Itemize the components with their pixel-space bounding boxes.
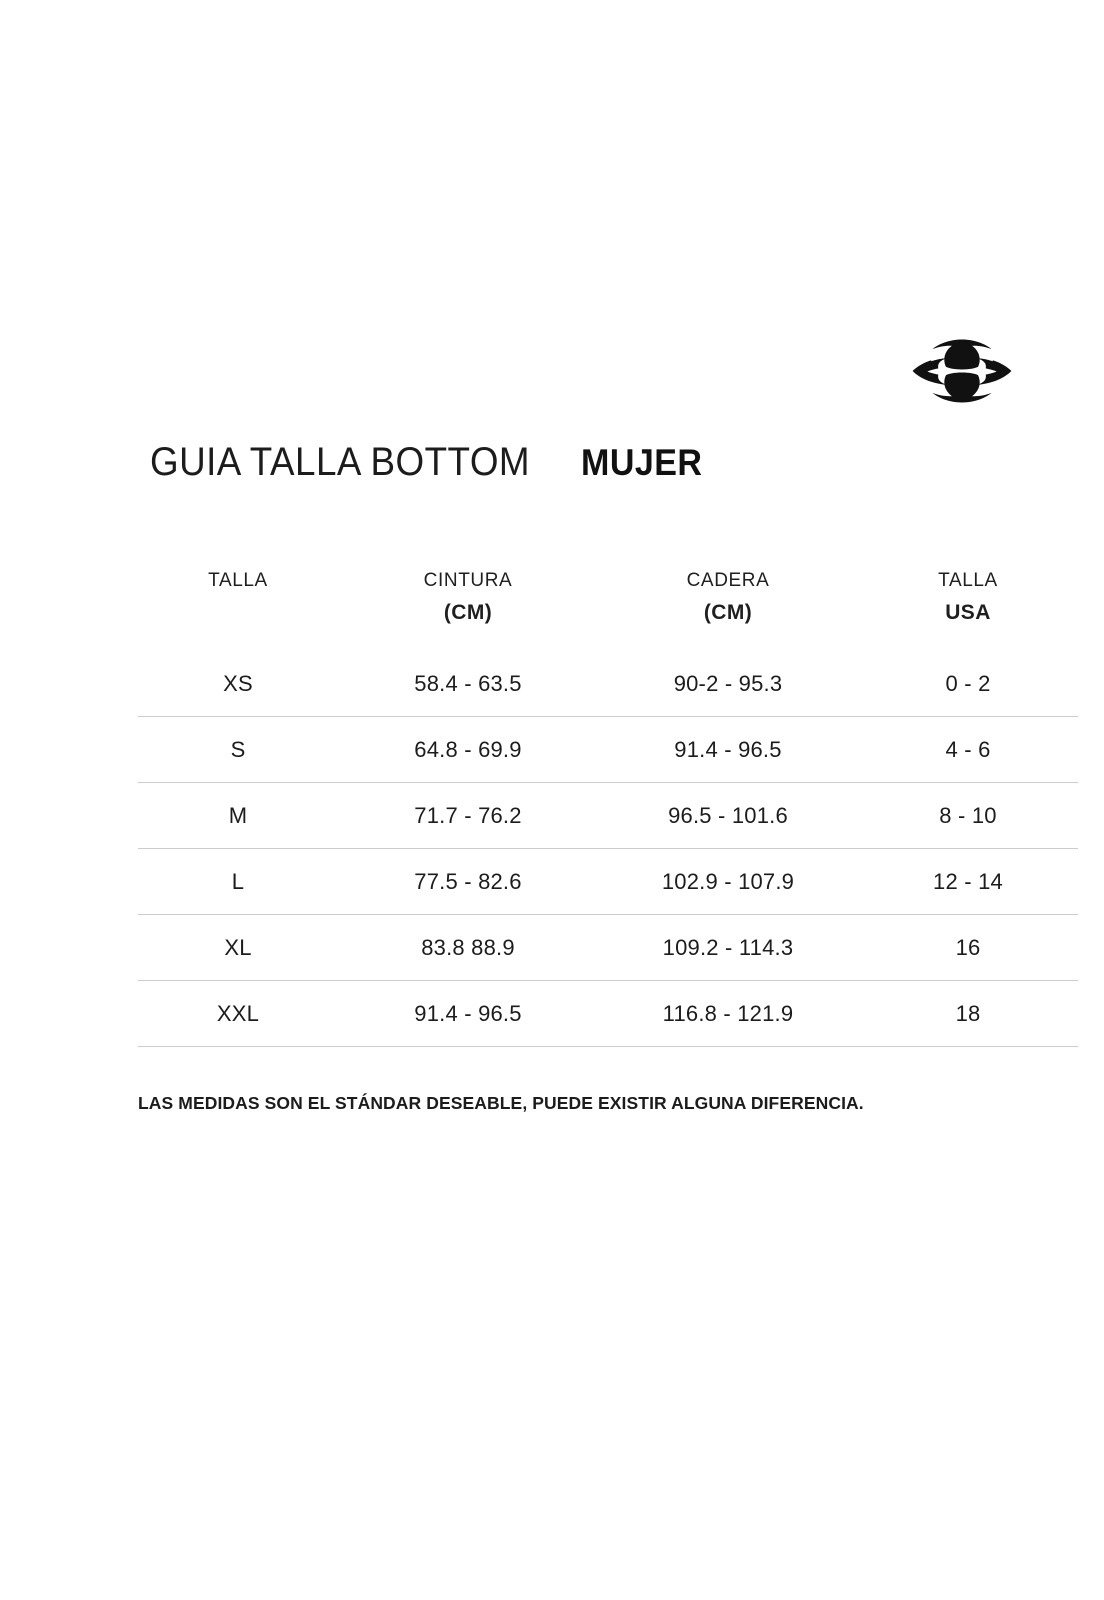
column-header-cadera-line1: CADERA [686,570,770,591]
cell-cintura: 71.7 - 76.2 [338,783,598,849]
column-header-cintura-line1: CINTURA [423,570,513,591]
table-row [138,631,1078,717]
table-row [138,783,1078,849]
cell-talla-usa: 16 [858,915,1078,981]
cell-talla-usa: 18 [858,981,1078,1047]
cell-cintura: 58.4 - 63.5 [338,631,598,717]
under-armour-logo [908,336,1016,406]
cell-talla-usa: 0 - 2 [858,631,1078,717]
column-header-talla-usa-line2: USA [945,601,991,624]
cell-talla-usa: 8 - 10 [858,783,1078,849]
page-title-main: GUIA TALLA BOTTOM [150,440,531,484]
column-header-cadera [598,570,858,631]
table-header-row [138,570,1078,631]
column-header-cadera-line2: (CM) [703,601,753,624]
table-body [138,631,1078,1047]
cell-cintura: 64.8 - 69.9 [338,717,598,783]
cell-talla: S [138,717,338,783]
cell-cadera: 90-2 - 95.3 [598,631,858,717]
size-table-container [138,570,1078,1047]
cell-talla: XS [138,631,338,717]
cell-talla-usa: 12 - 14 [858,849,1078,915]
table-row [138,717,1078,783]
cell-talla: L [138,849,338,915]
column-header-talla-usa [858,570,1078,631]
disclaimer-text: LAS MEDIDAS SON EL STÁNDAR DESEABLE, PUEDE EXISTIR ALGUNA DIFERENCIA. [138,1093,864,1113]
column-header-talla [138,570,338,631]
cell-cadera: 109.2 - 114.3 [598,915,858,981]
page-title [150,440,713,485]
column-header-cintura [338,570,598,631]
table-row [138,981,1078,1047]
size-table [138,570,1078,1047]
table-row [138,849,1078,915]
table-row [138,915,1078,981]
column-header-talla-line1: TALLA [208,570,268,591]
page-title-accent: MUJER [581,442,703,483]
cell-talla: M [138,783,338,849]
cell-cadera: 91.4 - 96.5 [598,717,858,783]
cell-cintura: 77.5 - 82.6 [338,849,598,915]
column-header-talla-usa-line1: TALLA [938,570,998,591]
cell-cadera: 102.9 - 107.9 [598,849,858,915]
cell-cadera: 96.5 - 101.6 [598,783,858,849]
column-header-cintura-line2: (CM) [443,601,493,624]
table-header [138,570,1078,631]
cell-cadera: 116.8 - 121.9 [598,981,858,1047]
cell-talla-usa: 4 - 6 [858,717,1078,783]
cell-talla: XL [138,915,338,981]
cell-cintura: 83.8 88.9 [338,915,598,981]
cell-cintura: 91.4 - 96.5 [338,981,598,1047]
cell-talla: XXL [138,981,338,1047]
